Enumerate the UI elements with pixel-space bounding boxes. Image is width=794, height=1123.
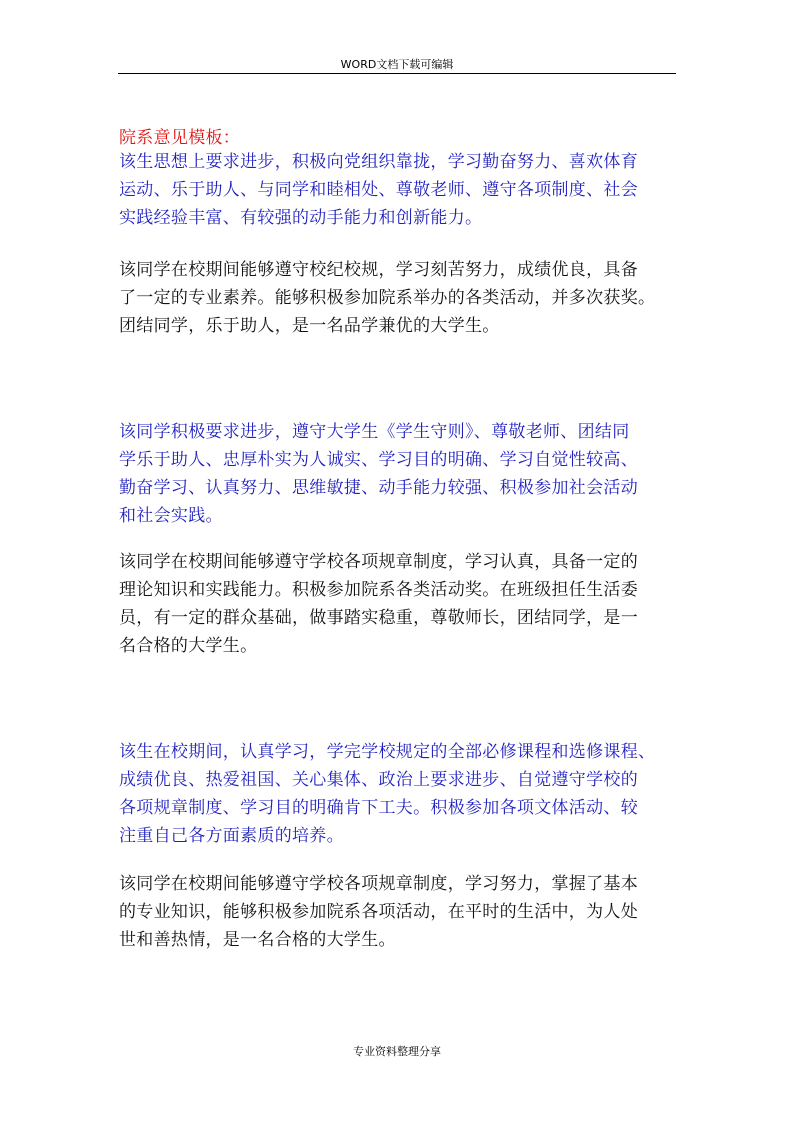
paragraph-line: 的专业知识，能够积极参加院系各项活动，在平时的生活中，为人处	[119, 902, 638, 922]
paragraph-line: 各项规章制度、学习目的明确肯下工夫。积极参加各项文体活动、较	[119, 798, 638, 818]
paragraph-line: 名合格的大学生。	[119, 636, 258, 656]
section-title: 院系意见模板：	[119, 128, 241, 148]
paragraph-line: 世和善热情，是一名合格的大学生。	[119, 930, 396, 950]
comment-paragraph-1	[119, 148, 679, 232]
paragraph-line: 了一定的专业素养。能够积极参加院系举办的各类活动，并多次获奖。	[119, 288, 656, 308]
paragraph-line: 注重自己各方面素质的培养。	[119, 826, 344, 846]
comment-paragraph-4	[119, 548, 679, 660]
paragraph-line: 学乐于助人、忠厚朴实为人诚实、学习目的明确、学习自觉性较高、	[119, 450, 638, 470]
paragraph-line: 该同学积极要求进步，遵守大学生《学生守则》、尊敬老师、团结同	[119, 422, 630, 442]
comment-paragraph-6	[119, 870, 679, 954]
paragraph-line: 该同学在校期间能够遵守学校各项规章制度，学习努力，掌握了基本	[119, 874, 638, 894]
paragraph-line: 运动、乐于助人、与同学和睦相处、尊敬老师、遵守各项制度、社会	[119, 180, 638, 200]
paragraph-line: 该同学在校期间能够遵守学校各项规章制度，学习认真，具备一定的	[119, 552, 638, 572]
paragraph-line: 和社会实践。	[119, 506, 223, 526]
paragraph-line: 该生思想上要求进步，积极向党组织靠拢，学习勤奋努力、喜欢体育	[119, 152, 638, 172]
comment-paragraph-2	[119, 256, 679, 340]
paragraph-line: 团结同学，乐于助人，是一名品学兼优的大学生。	[119, 316, 500, 336]
page-header: WORD文档下载可编辑	[340, 58, 454, 71]
paragraph-line: 该同学在校期间能够遵守校纪校规，学习刻苦努力，成绩优良，具备	[119, 260, 638, 280]
comment-paragraph-3	[119, 418, 679, 530]
paragraph-line: 理论知识和实践能力。积极参加院系各类活动奖。在班级担任生活委	[119, 580, 638, 600]
paragraph-line: 勤奋学习、认真努力、思维敏捷、动手能力较强、积极参加社会活动	[119, 478, 638, 498]
page-footer: 专业资料整理分享	[353, 1045, 441, 1058]
header-divider	[118, 73, 676, 74]
comment-paragraph-5	[119, 738, 679, 850]
paragraph-line: 员，有一定的群众基础，做事踏实稳重，尊敬师长，团结同学，是一	[119, 608, 638, 628]
paragraph-line: 成绩优良、热爱祖国、关心集体、政治上要求进步、自觉遵守学校的	[119, 770, 638, 790]
paragraph-line: 该生在校期间，认真学习，学完学校规定的全部必修课程和选修课程、	[119, 742, 656, 762]
paragraph-line: 实践经验丰富、有较强的动手能力和创新能力。	[119, 208, 483, 228]
